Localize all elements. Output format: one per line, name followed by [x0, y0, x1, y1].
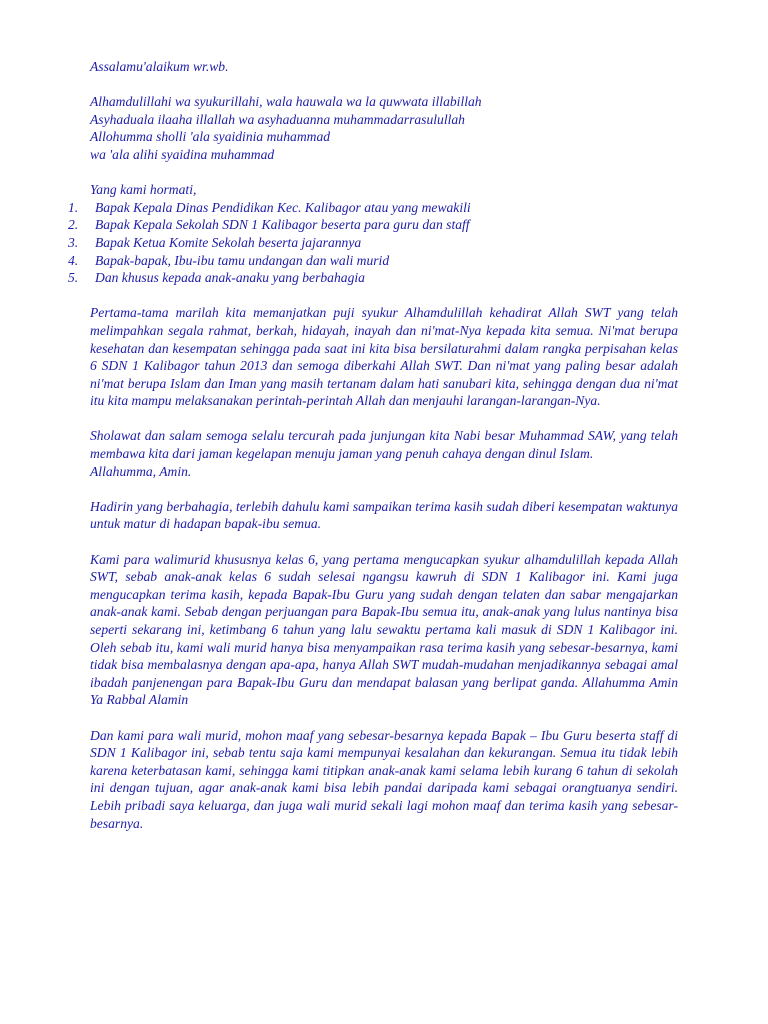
closing-amin: Allahumma, Amin. — [90, 463, 192, 479]
list-number: 2. — [68, 217, 79, 233]
list-item — [68, 216, 678, 234]
list-item — [68, 234, 678, 252]
opening-line: Allohumma sholli 'ala syaidinia muhammad — [90, 129, 331, 145]
list-number: 1. — [68, 199, 79, 215]
list-item — [68, 199, 678, 217]
list-text: Bapak Kepala Dinas Pendidikan Kec. Kalibagor atau yang mewakili — [95, 199, 471, 215]
document-page — [68, 58, 678, 850]
greeting-line: Assalamu'alaikum wr.wb. — [90, 59, 229, 74]
sholawat-block — [90, 427, 678, 480]
list-item — [68, 269, 678, 287]
honoree-list — [68, 199, 678, 287]
list-number: 4. — [68, 252, 79, 268]
opening-line: wa 'ala alihi syaidina muhammad — [90, 146, 275, 162]
list-text: Bapak Kepala Sekolah SDN 1 Kalibagor beserta para guru dan staff — [95, 217, 470, 233]
list-item — [68, 252, 678, 270]
salutation-line: Yang kami hormati, — [90, 182, 197, 198]
opening-line: Asyhaduala ilaaha illallah wa asyhaduanna muhammadarrasulullah — [90, 111, 465, 127]
list-text: Bapak-bapak, Ibu-ibu tamu undangan dan wali murid — [95, 252, 390, 268]
paragraph-gratitude: Pertama-tama marilah kita memanjatkan puji syukur Alhamdulillah kehadirat Allah SWT yang telah melimpahkan segala rahmat, berkah, hidayah, inayah dan ni'mat-Nya kepada kita semua. Ni'mat berupa kesehatan dan kesempatan sehingga pada saat ini kita bisa bersilaturahmi dalam rangka perpisahan kelas 6 SDN 1 Kalibagor tahun 2013 dan semoga diberkahi Allah SWT. Dan ni'mat yang paling besar adalah ni'mat berupa Islam dan Iman yang masih tertanam dalam hati sanubari kita, sehingga dengan dua ni'mat itu kita mampu melaksanakan perintah-perintah Allah dan menjauhi larangan-larangan-Nya. — [90, 305, 678, 409]
paragraph-sholawat: Sholawat dan salam semoga selalu tercurah pada junjungan kita Nabi besar Muhammad SAW, yang telah membawa kita dari jaman kegelapan menuju jaman yang penuh cahaya dengan dinul Islam. — [90, 428, 678, 462]
opening-prayer — [90, 93, 678, 163]
list-text: Dan khusus kepada anak-anaku yang berbahagia — [95, 270, 365, 286]
paragraph-hadirin: Hadirin yang berbahagia, terlebih dahulu kami sampaikan terima kasih sudah diberi kesempatan waktunya untuk matur di hadapan bapak-ibu semua. — [90, 498, 678, 532]
list-text: Bapak Ketua Komite Sekolah beserta jajarannya — [95, 234, 362, 250]
paragraph-thanks-teachers: Kami para walimurid khususnya kelas 6, yang pertama mengucapkan syukur alhamdulillah kepada Allah SWT, sebab anak-anak kelas 6 sudah selesai ngangsu kawruh di SDN 1 Kalibagor ini. Kami juga mengucapkan terima kasih, kepada Bapak-Ibu Guru yang sudah dengan telaten dan sabar mengajarkan anak-anak kami. Sebab dengan perjuangan para Bapak-Ibu semua itu, anak-anak yang lulus nantinya bisa seperti sekarang ini, ketimbang 6 tahun yang lalu sewaktu pertama kali masuk di SDN 1 Kalibagor ini. Oleh sebab itu, kami wali murid hanya bisa menyampaikan rasa terima kasih yang sebesar-besarnya, kami tidak bisa membalasnya dengan apa-apa, hanya Allah SWT mudah-mudahan menjadikannya sebagai amal ibadah panjenengan para Bapak-Ibu Guru dan mendapat balasan yang berlipat ganda. Allahumma Amin Ya Rabbal Alamin — [90, 551, 678, 708]
salutation-block — [90, 181, 678, 199]
list-number: 3. — [68, 234, 79, 250]
opening-line: Alhamdulillahi wa syukurillahi, wala hauwala wa la quwwata illabillah — [90, 94, 482, 110]
list-number: 5. — [68, 270, 79, 286]
paragraph-apology: Dan kami para wali murid, mohon maaf yang sebesar-besarnya kepada Bapak – Ibu Guru beserta staff di SDN 1 Kalibagor ini, sebab tentu saja kami mempunyai kesalahan dan kekurangan. Semua itu tidak lebih karena keterbatasan kami, sehingga kami titipkan anak-anak kami selama lebih kurang 6 tahun di sekolah ini dengan tujuan, agar anak-anak kami bisa lebih pandai daripada kami sebagai orangtuanya sendiri. Lebih pribadi saya keluarga, dan juga wali murid sekali lagi mohon maaf dan terima kasih yang sebesar-besarnya. — [90, 727, 678, 831]
greeting-block — [90, 58, 678, 76]
